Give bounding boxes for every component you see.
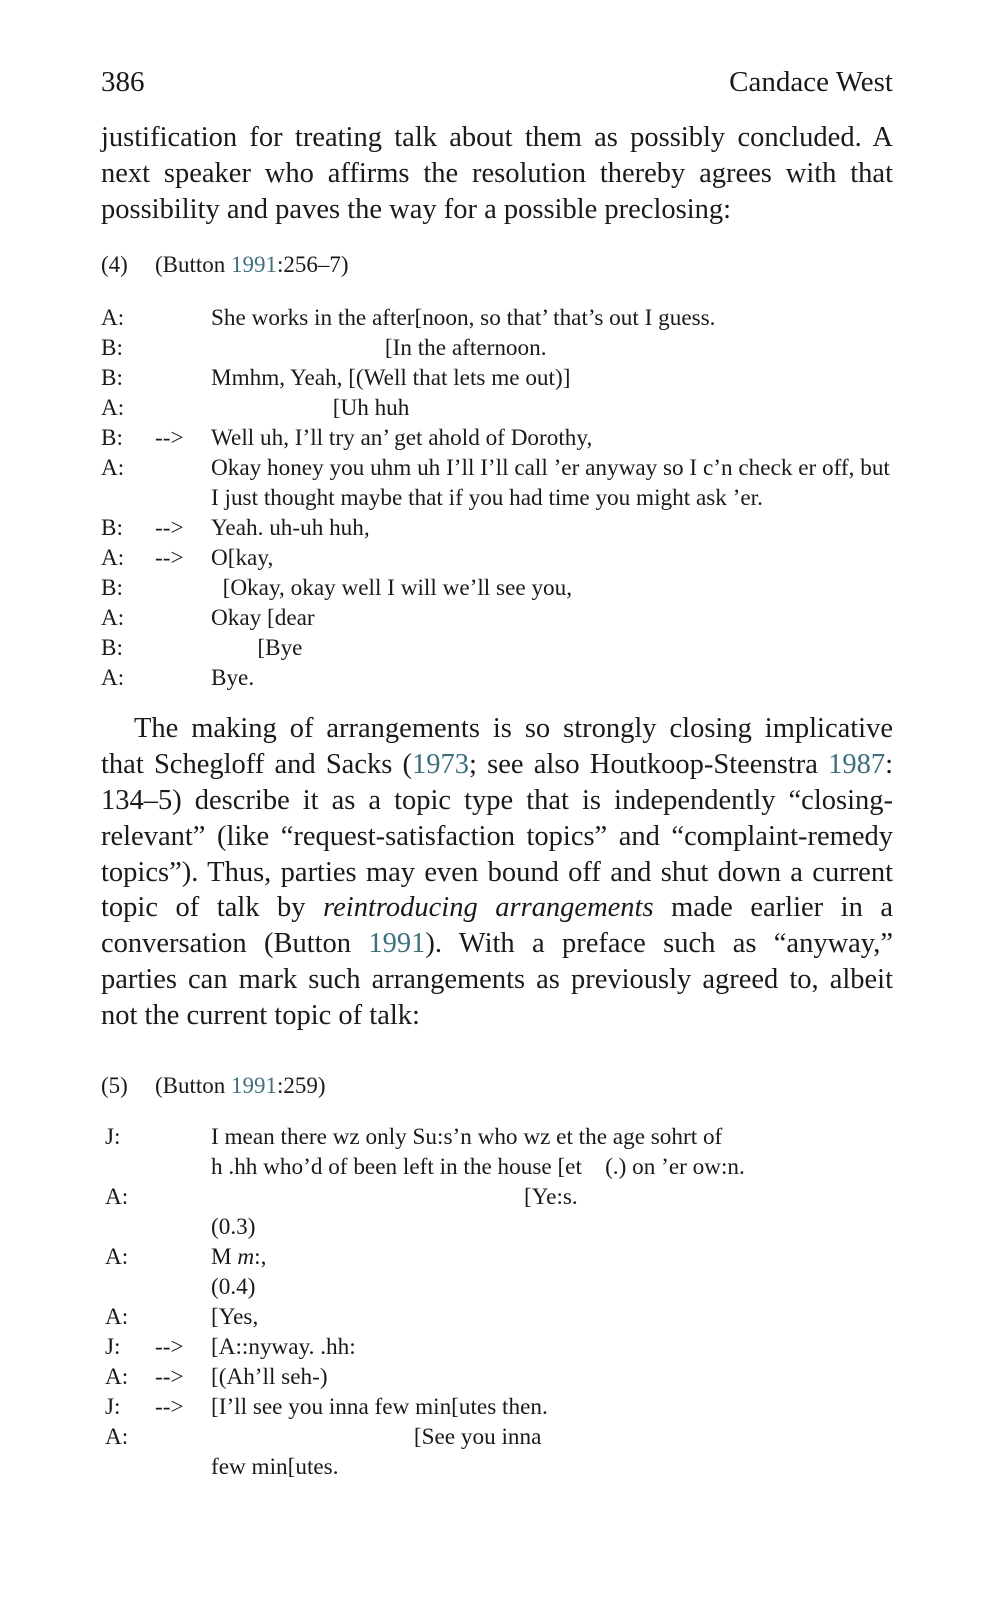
arrow-marker: -->: [155, 1333, 184, 1360]
arrow-marker: [155, 1302, 211, 1332]
transcript-line: [101, 393, 893, 423]
transcript-line: [101, 1422, 893, 1452]
arrow-marker: [155, 1422, 211, 1452]
example-5-heading: [101, 1072, 893, 1100]
example-source: (Button 1991:256–7): [155, 252, 349, 278]
emphasis-text: reintroducing arrangements: [323, 892, 654, 924]
speaker-label: J:: [105, 1393, 121, 1420]
transcript-line: [101, 1392, 893, 1422]
utterance: Well uh, I’ll try an’ get ahold of Dorothy,: [211, 425, 593, 452]
citation-link-1991[interactable]: 1991: [231, 1072, 278, 1098]
speaker-label: B:: [101, 335, 123, 362]
arrow-marker: -->: [155, 1363, 184, 1390]
arrow-marker: [155, 573, 211, 603]
transcript-line: [101, 1242, 893, 1272]
transcript-line: [101, 513, 893, 543]
speaker-label: [101, 1212, 155, 1242]
example-source: (Button 1991:259): [155, 1072, 326, 1098]
running-head-author: Candace West: [729, 66, 893, 98]
pause-timing: (0.4): [211, 1273, 256, 1300]
utterance: [Okay, okay well I will we’ll see you,: [211, 575, 573, 602]
page-number: 386: [101, 66, 145, 98]
arrow-marker: [155, 1182, 211, 1212]
transcript-example-5: [101, 1122, 893, 1482]
utterance: [A::nyway. .hh:: [211, 1333, 356, 1360]
transcript-line: [101, 453, 893, 513]
arrow-marker: -->: [155, 1393, 184, 1420]
utterance: [Uh huh: [211, 395, 410, 422]
arrow-marker: [155, 1212, 211, 1242]
transcript-line: [101, 363, 893, 393]
utterance: Yeah. uh-uh huh,: [211, 515, 370, 542]
arrow-marker: [155, 453, 211, 513]
speaker-label: B:: [101, 515, 123, 542]
paragraph-intro: justification for treating talk about them as possibly concluded. A next speaker who affirms the resolution thereby agrees with that possibility and paves the way for a possible preclosing:: [101, 122, 893, 225]
utterance: [I’ll see you inna few min[utes then.: [211, 1393, 548, 1420]
arrow-marker: [155, 303, 211, 333]
citation-link-1991[interactable]: 1991: [231, 252, 278, 278]
utterance: few min[utes.: [211, 1453, 339, 1480]
speaker-label: A:: [105, 1303, 129, 1330]
speaker-label: B:: [101, 575, 123, 602]
speaker-label: B:: [101, 365, 123, 392]
speaker-label: J:: [105, 1333, 121, 1360]
utterance: h .hh who’d of been left in the house [et (.) on ’er ow:n.: [211, 1153, 745, 1180]
example-4-heading: [101, 251, 893, 279]
speaker-label: B:: [101, 425, 123, 452]
speaker-label: A:: [105, 1183, 129, 1210]
speaker-label: A:: [101, 455, 125, 482]
arrow-marker: [155, 1452, 211, 1482]
transcript-line: [101, 1362, 893, 1392]
transcript-line: [101, 333, 893, 363]
transcript-line: [101, 603, 893, 633]
example-number: (5): [101, 1072, 128, 1098]
running-head: [101, 62, 893, 102]
utterance: [Yes,: [211, 1303, 259, 1330]
arrow-marker: [155, 603, 211, 633]
speaker-label: A:: [105, 1243, 129, 1270]
utterance: [(Ah’ll seh-): [211, 1363, 328, 1390]
transcript-line: [101, 1302, 893, 1332]
arrow-marker: [155, 1272, 211, 1302]
utterance: Okay [dear: [211, 605, 315, 632]
speaker-label: [101, 1152, 155, 1182]
utterance: O[kay,: [211, 545, 274, 572]
speaker-label: A:: [101, 305, 125, 332]
paragraph-arrangements: The making of arrangements is so strongly closing implicative that Schegloff and Sacks (1973; see also Houtkoop-Steenstra 1987: 134–5) describe it as a topic type that is independently “closing-relevant” (like “request-satisfaction topics” and “complaint-remedy topics”). Thus, parties may even bound off and shut down a current topic of talk by reintroducing arrangements made earlier in a conversation (Button 1991). With a preface such as “anyway,” parties can mark such arrangements as previously agreed to, albeit not the current topic of talk:: [101, 713, 893, 1031]
utterance: Mmhm, Yeah, [(Well that lets me out)]: [211, 365, 571, 392]
utterance: Okay honey you uhm uh I’ll I’ll call ’er anyway so I c’n check er off, but I just thought maybe that if you had time you might ask ’er.: [211, 455, 890, 512]
speaker-label: A:: [105, 1423, 129, 1450]
transcript-line: [101, 1212, 893, 1242]
transcript-line: [101, 573, 893, 603]
book-page: [101, 62, 893, 1482]
arrow-marker: -->: [155, 545, 184, 572]
speaker-label: B:: [101, 635, 123, 662]
transcript-line: [101, 1182, 893, 1212]
utterance: [Ye:s.: [211, 1183, 578, 1210]
pause-timing: (0.3): [211, 1213, 256, 1240]
arrow-marker: [155, 1152, 211, 1182]
transcript-line: [101, 1332, 893, 1362]
arrow-marker: [155, 633, 211, 663]
transcript-line: [101, 1122, 893, 1152]
speaker-label: A:: [101, 605, 125, 632]
utterance: She works in the after[noon, so that’ that’s out I guess.: [211, 305, 716, 332]
utterance: I mean there wz only Su:s’n who wz et the age sohrt of: [211, 1123, 723, 1150]
utterance: Bye.: [211, 665, 255, 692]
transcript-line: [101, 543, 893, 573]
transcript-line: [101, 423, 893, 453]
transcript-line: [101, 1152, 893, 1182]
utterance: M m:,: [211, 1243, 267, 1270]
speaker-label: A:: [101, 665, 125, 692]
arrow-marker: -->: [155, 425, 184, 452]
arrow-marker: [155, 1242, 211, 1272]
arrow-marker: [155, 333, 211, 363]
example-number: (4): [101, 252, 128, 278]
transcript-line: [101, 1272, 893, 1302]
citation-link-1973[interactable]: 1973: [412, 749, 470, 781]
arrow-marker: [155, 363, 211, 393]
transcript-line: [101, 1452, 893, 1482]
transcript-line: [101, 303, 893, 333]
speaker-label: A:: [105, 1363, 129, 1390]
utterance: [See you inna: [211, 1423, 542, 1450]
speaker-label: A:: [101, 395, 125, 422]
arrow-marker: -->: [155, 515, 184, 542]
arrow-marker: [155, 663, 211, 693]
transcript-example-4: [101, 303, 893, 693]
utterance: [Bye: [211, 635, 303, 662]
citation-link-1991[interactable]: 1991: [368, 928, 426, 960]
transcript-line: [101, 663, 893, 693]
speaker-label: A:: [101, 545, 125, 572]
speaker-label: [101, 1272, 155, 1302]
utterance: [In the afternoon.: [211, 335, 547, 362]
arrow-marker: [155, 1122, 211, 1152]
citation-link-1987[interactable]: 1987: [828, 749, 886, 781]
speaker-label: J:: [105, 1123, 121, 1150]
arrow-marker: [155, 393, 211, 423]
transcript-line: [101, 633, 893, 663]
speaker-label: [101, 1452, 155, 1482]
